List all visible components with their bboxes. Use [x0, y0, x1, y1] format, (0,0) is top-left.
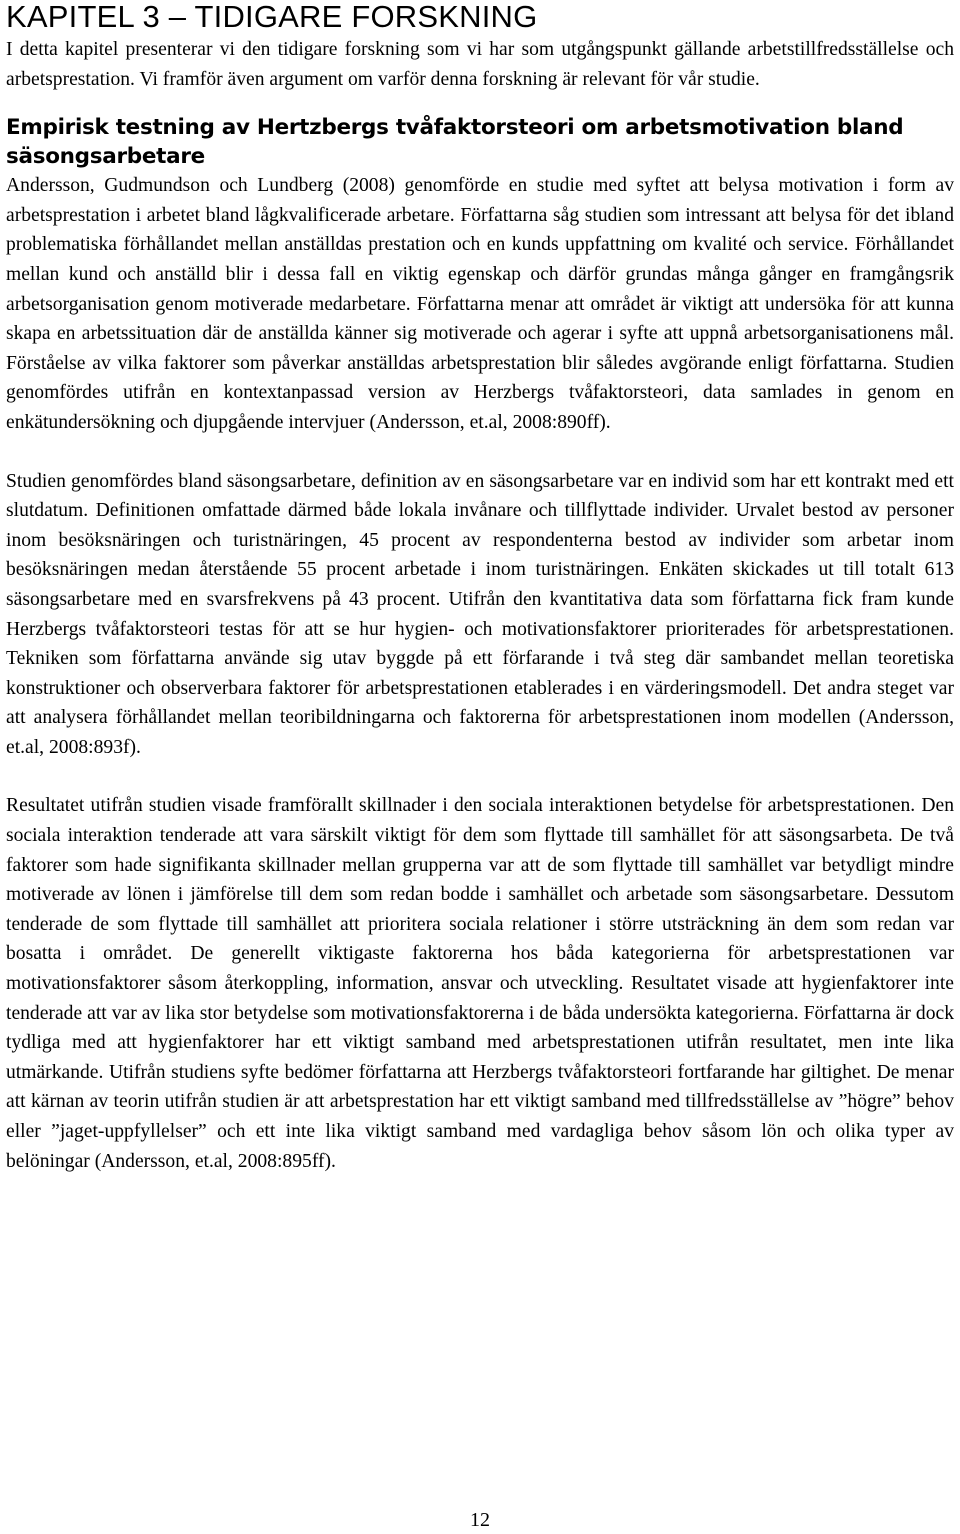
chapter-intro: I detta kapitel presenterar vi den tidigare forskning som vi har som utgångspunkt gällande arbetstillfredsställelse och arbetsprestation. Vi framför även argument om varför denna forskning är relevant för vår studie.: [6, 39, 954, 90]
page-number: 12: [470, 1509, 490, 1531]
section-heading: Empirisk testning av Hertzbergs tvåfaktorsteori om arbetsmotivation bland säsongsarbetare: [6, 115, 904, 170]
paragraph-study-overview: Andersson, Gudmundson och Lundberg (2008) genomförde en studie med syftet att belysa motivation i form av arbetsprestation i arbetet bland lågkvalificerade arbetare. Författarna såg studien som intressant att belysa för det ibland problematiska förhållandet mellan anställdas prestation och en kunds uppfattning om kvalité och service. Förhållandet mellan kund och anställd blir i dessa fall en viktig egenskap och därför grundas många gånger en framgångsrik arbetsorganisation genom motiverade medarbetare. Författarna menar att området är viktigt att undersöka för att kunna skapa en arbetssituation där de anställda känner sig motiverade och agerar i syfte att uppnå arbetsorganisationens mål. Förståelse av vilka faktorer som påverkar anställdas arbetsprestation blir således avgörande enligt författarna. Studien genomfördes utifrån en kontextanpassad version av Herzbergs tvåfaktorsteori, data samlades in genom en enkätundersökning och djupgående intervjuer (Andersson, et.al, 2008:890ff).: [6, 175, 954, 433]
paragraph-method: Studien genomfördes bland säsongsarbetare, definition av en säsongsarbetare var en individ som har ett kontrakt med ett slutdatum. Definitionen omfattade därmed både lokala invånare och tillflyttade individer. Urvalet bestod av personer inom besöksnäringen och turistnäringen, 45 procent av respondenterna bestod av individer som arbetar inom besöksnäringen medan återstående 55 procent arbetade i inom turistnäringen. Enkäten skickades ut till totalt 613 säsongsarbetare med en svarsfrekvens på 43 procent. Utifrån den kvantitativa data som författarna fick fram kunde Herzbergs tvåfaktorsteori testas för att se hur hygien- och motivationsfaktorer prioriterades för arbetsprestationen. Tekniken som författarna använde sig utav byggde på ett förfarande i två steg där sambandet mellan teoretiska konstruktioner och observerbara faktorer för arbetsprestationen etablerades i en värderingsmodell. Det andra steget var att analysera förhållandet mellan teoribildningarna och faktorerna för arbetsprestationen inom modellen (Andersson, et.al, 2008:893f).: [6, 470, 954, 758]
chapter-title: KAPITEL 3 – TIDIGARE FORSKNING: [6, 0, 538, 34]
paragraph-results: Resultatet utifrån studien visade framförallt skillnader i den sociala interaktionen betydelse för arbetsprestationen. Den sociala interaktion tenderade att vara särskilt viktigt för dem som flyttade till samhället för att säsongsarbeta. De två faktorer som hade signifikanta skillnader mellan grupperna var att de som flyttade till samhället var betydligt mindre motiverade av lönen i jämförelse till dem som redan bodde i samhället och arbetade som säsongsarbetare. Dessutom tenderade de som flyttade till samhället att prioritera sociala relationer i större utsträckning än dem som redan var bosatta i området. De generellt viktigaste faktorerna hos båda kategorierna för arbetsprestationen var motivationsfaktorer såsom återkoppling, information, ansvar och utveckling. Resultatet visade att hygienfaktorer inte tenderade att var av lika stor betydelse som motivationsfaktorerna i de båda undersökta kategorierna. Författarna är dock tydliga med att hygienfaktorer har ett viktigt samband med arbetsprestationen utifrån resultatet, men inte lika utmärkande. Utifrån studiens syfte bedömer författarna att Herzbergs tvåfaktorsteori fortfarande har giltighet. De menar att kärnan av teorin utifrån studien är att arbetsprestation har ett viktigt samband med tillfredsställelse av ”högre” behov eller ”jaget-uppfyllelser” och ett inte lika viktigt samband med vardagliga behov såsom lön och olika typer av belöningar (Andersson, et.al, 2008:895ff).: [6, 795, 954, 1172]
document-page: [6, 0, 954, 1176]
